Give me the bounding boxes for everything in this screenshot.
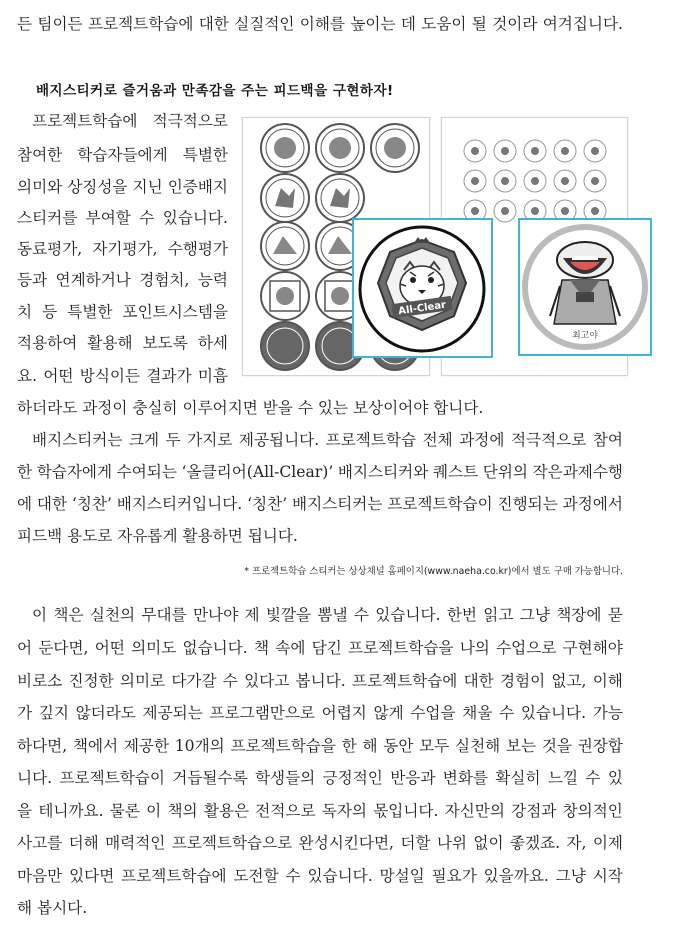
word: 책의 xyxy=(167,802,198,820)
word: 책 xyxy=(253,639,270,657)
word: 더할 xyxy=(400,834,431,852)
word: 것을 xyxy=(541,737,572,755)
word: 물론 xyxy=(109,802,140,820)
word: 어떤 xyxy=(94,639,125,657)
word: 을 xyxy=(17,802,33,820)
word: 니다. xyxy=(17,769,53,787)
word: 뽐낼 xyxy=(317,606,348,624)
body-text-line xyxy=(32,430,623,450)
word: 배지스티커는 xyxy=(292,495,383,513)
word: ‘칭찬’ xyxy=(71,495,112,513)
word: 제 xyxy=(244,606,260,624)
word: 지닌 xyxy=(132,178,163,196)
body-text-line: 하더라도 과정이 충실히 이루어지면 받을 수 있는 보상이어야 합니다. xyxy=(17,399,484,417)
word: 배지스티커입니다. xyxy=(116,495,243,513)
word: 한번 xyxy=(446,606,477,624)
word: 만나야 xyxy=(192,606,239,624)
word: 있습니다. xyxy=(162,209,228,227)
word: 속에 xyxy=(275,639,306,657)
word: 없고, xyxy=(551,672,587,690)
wrap-line xyxy=(17,177,228,197)
body-text-line xyxy=(17,768,623,788)
word: 수 xyxy=(222,672,238,690)
word: 특별한 xyxy=(182,146,228,164)
word: 진행되는 xyxy=(497,495,558,513)
word: 도전할 xyxy=(233,867,279,885)
sticker-sheets-figure xyxy=(242,112,628,374)
word: 실천의 xyxy=(89,606,136,624)
word: 10개의 xyxy=(174,737,225,755)
word: 이제 xyxy=(592,834,623,852)
wrap-line xyxy=(17,302,228,322)
word: 보도록 xyxy=(142,334,188,352)
word: 좋겠죠. xyxy=(509,834,561,852)
word: 제공되는 xyxy=(142,704,203,722)
word: 그냥 xyxy=(519,606,550,624)
word: 데 xyxy=(400,15,416,33)
word: 적용하여 xyxy=(17,334,78,352)
word: 진정한 xyxy=(68,672,114,690)
body-text-line xyxy=(17,866,623,886)
word: 미흡 xyxy=(197,367,228,385)
word: 포인트시스템을 xyxy=(122,303,228,321)
word: 독자의 xyxy=(321,802,367,820)
body-text-line xyxy=(17,671,623,691)
word: 높이는 xyxy=(350,15,396,33)
word: 적극적으로 xyxy=(152,112,228,130)
word: 않게 xyxy=(373,704,404,722)
word: 실질적인 xyxy=(234,15,295,33)
word: 크게 xyxy=(128,431,160,449)
word: 이 xyxy=(32,606,48,624)
wrap-line xyxy=(17,208,228,228)
word: 수 xyxy=(285,867,301,885)
word: 스티커를 xyxy=(17,209,78,227)
word: 완성시킨다면, xyxy=(298,834,394,852)
word: 수 xyxy=(585,769,601,787)
word: 의미와 xyxy=(17,178,63,196)
word: 그냥 xyxy=(555,867,586,885)
word: ‘올클리어(All-Clear)’ xyxy=(181,463,334,481)
word: 프로젝트학습을 xyxy=(230,737,336,755)
word: 수 xyxy=(499,704,515,722)
body-text-line xyxy=(17,494,623,514)
praise-badge-label: 최고야 xyxy=(571,331,599,341)
word: 더해 xyxy=(68,834,99,852)
word: 활용은 xyxy=(203,802,250,820)
wrap-line xyxy=(17,239,228,259)
body-text-line xyxy=(17,833,623,853)
wrap-line xyxy=(17,145,228,165)
body-text-line: 피드백 용도로 자유롭게 활용하면 됩니다. xyxy=(17,527,298,545)
wrap-line xyxy=(17,270,228,290)
word: 프로젝트학습에 xyxy=(121,867,227,885)
word: 둔다면, xyxy=(38,639,89,657)
body-text-line xyxy=(17,638,623,658)
word: 않더라도 xyxy=(75,704,136,722)
word: 깊지 xyxy=(38,704,69,722)
word: 느낄 xyxy=(547,769,579,787)
word: 있습니다. xyxy=(307,867,373,885)
word: 매력적인 xyxy=(105,834,166,852)
word: 보는 xyxy=(505,737,537,755)
word: 창의적인 xyxy=(562,802,623,820)
word: 동안 xyxy=(383,737,414,755)
word: 채울 xyxy=(462,704,493,722)
word: 단위의 xyxy=(482,463,528,481)
word: 사고를 xyxy=(17,834,63,852)
word: 프로젝트학습에 xyxy=(32,112,138,130)
word: 수업으로 xyxy=(496,639,557,657)
word: 등 xyxy=(42,303,58,321)
body-text-line xyxy=(17,736,623,756)
word: 없이 xyxy=(473,834,504,852)
praise-badge-callout xyxy=(518,218,652,356)
word: 마음만 xyxy=(17,867,63,885)
word: 등과 xyxy=(17,271,48,289)
word: 참여 xyxy=(592,431,623,449)
word: 전적으로 xyxy=(255,802,316,820)
word: 강점과 xyxy=(511,802,557,820)
word: 담긴 xyxy=(311,639,342,657)
word: 프로그램만으로 xyxy=(209,704,315,722)
word: 요. xyxy=(17,367,38,385)
word: 자, xyxy=(566,834,587,852)
word: 에 xyxy=(17,495,33,513)
word: 어렵지 xyxy=(321,704,367,722)
word: 방식이든 xyxy=(79,367,141,385)
word: 도움이 xyxy=(421,15,467,33)
word: 학생들의 xyxy=(254,769,316,787)
word: 적극적으로 xyxy=(510,431,587,449)
word: 두 xyxy=(165,431,181,449)
word: 이 xyxy=(146,802,162,820)
svg-text:· · ·: · · · xyxy=(530,362,538,367)
body-text-line: 해 봅시다. xyxy=(17,899,88,917)
word: 인증배지 xyxy=(167,178,228,196)
word: 있을까요. xyxy=(483,867,549,885)
word: 어떤 xyxy=(43,367,74,385)
word: 한 xyxy=(17,463,33,481)
word: 책장에 xyxy=(556,606,602,624)
body-text-line xyxy=(17,14,623,34)
word: 과정에 xyxy=(459,431,505,449)
body-text-line xyxy=(17,462,623,482)
word: 참여한 xyxy=(17,146,63,164)
word: 가지로 xyxy=(187,431,233,449)
word: 수 xyxy=(353,606,369,624)
allclear-badge-label: All-Clear xyxy=(397,299,447,318)
word: 있습니다. xyxy=(520,704,587,722)
word: 수행평가 xyxy=(167,240,228,258)
wrap-line xyxy=(17,333,228,353)
word: 하세 xyxy=(197,334,228,352)
word: 수여되는 xyxy=(116,463,177,481)
word: 구현해야 xyxy=(562,639,623,657)
word: 것이라 xyxy=(492,15,538,33)
word: 대한 xyxy=(198,15,229,33)
word: 실천해 xyxy=(455,737,501,755)
word: 의미도 xyxy=(131,639,177,657)
word: 있다고 xyxy=(244,672,290,690)
word: 반응과 xyxy=(390,769,436,787)
word: 프로젝트학습으로 xyxy=(171,834,293,852)
word: 빛깔을 xyxy=(265,606,312,624)
word: 한 xyxy=(341,737,357,755)
word: 작은과제수행 xyxy=(532,463,623,481)
word: 어 xyxy=(17,639,33,657)
word: 배지스티커와 xyxy=(337,463,429,481)
word: 있다면 xyxy=(69,867,115,885)
word: 자기평가, xyxy=(92,240,158,258)
word: 수업을 xyxy=(410,704,456,722)
word: 될 xyxy=(471,15,487,33)
wrap-line xyxy=(32,111,228,131)
word: 든 xyxy=(17,15,33,33)
word: 프로젝트학습에 xyxy=(351,672,458,690)
word: 확실히 xyxy=(495,769,541,787)
body-text-line xyxy=(17,703,623,723)
word: 모두 xyxy=(419,737,450,755)
word: 제공한 xyxy=(123,737,170,755)
word: 제공됩니다. xyxy=(238,431,320,449)
word: 테니까요. xyxy=(38,802,104,820)
word: 여겨집니다. xyxy=(542,15,623,33)
word: 없습니다. xyxy=(182,639,248,657)
word: 팀이든 xyxy=(37,15,83,33)
word: 봅니다. xyxy=(295,672,346,690)
word: 경험이 xyxy=(499,672,546,690)
word: 읽고 xyxy=(483,606,514,624)
word: 긍정적인 xyxy=(322,769,383,787)
word: 부여할 xyxy=(85,209,131,227)
word: 과정에서 xyxy=(562,495,623,513)
word: 연계하거나 xyxy=(55,271,131,289)
word: 필요가 xyxy=(431,867,477,885)
word: 다가갈 xyxy=(171,672,217,690)
word: 학습자에게 xyxy=(36,463,113,481)
word: 경험치, xyxy=(139,271,190,289)
word: 특별한 xyxy=(67,303,113,321)
footnote: * 프로젝트학습 스티커는 상상채널 홈페이지(www.naeha.co.kr)에서 별도 구매 가능합니다. xyxy=(244,566,623,577)
word: 배지스티커는 xyxy=(32,431,123,449)
word: 비로소 xyxy=(17,672,63,690)
word: 동료평가, xyxy=(17,240,83,258)
word: 대한 xyxy=(36,495,68,513)
word: 나의 xyxy=(459,639,490,657)
word: 변화를 xyxy=(442,769,488,787)
word: 의미로 xyxy=(119,672,166,690)
word: 몫입니다. xyxy=(373,802,439,820)
word: 묻 xyxy=(607,606,623,624)
body-text-line xyxy=(32,605,623,625)
wrap-line xyxy=(17,366,228,386)
word: 있 xyxy=(607,769,623,787)
word: 전체 xyxy=(422,431,453,449)
word: 학습자들에게 xyxy=(77,146,168,164)
word: 가 xyxy=(17,704,33,722)
word: 책에서 xyxy=(72,737,119,755)
word: 프로젝트학습에 xyxy=(87,15,194,33)
word: 거듭될수록 xyxy=(172,769,248,787)
word: 활용해 xyxy=(87,334,133,352)
word: 자신만의 xyxy=(444,802,505,820)
word: 능력 xyxy=(197,271,228,289)
word: 치 xyxy=(17,303,33,321)
word: 권장합 xyxy=(577,737,623,755)
word: 상징성을 xyxy=(67,178,128,196)
word: 있습니다. xyxy=(375,606,441,624)
body-text-line xyxy=(17,801,623,821)
word: 나위 xyxy=(436,834,467,852)
word: 하다면, xyxy=(17,737,68,755)
word: 무대를 xyxy=(141,606,187,624)
character-badge-icon xyxy=(520,220,650,354)
word: 수 xyxy=(139,209,155,227)
word: 프로젝트학습이 xyxy=(59,769,165,787)
tiger-badge-icon xyxy=(354,220,491,356)
word: 프로젝트학습 xyxy=(325,431,417,449)
word: 대한 xyxy=(463,672,494,690)
word: 프로젝트학습을 xyxy=(348,639,454,657)
section-heading: 배지스티커로 즐거움과 만족감을 주는 피드백을 구현하자! xyxy=(36,83,394,99)
word: 망설일 xyxy=(379,867,425,885)
word: 책은 xyxy=(53,606,84,624)
word: 가능 xyxy=(592,704,623,722)
word: 이해를 xyxy=(299,15,345,33)
word: 퀘스트 xyxy=(432,463,479,481)
word: 해 xyxy=(362,737,378,755)
word: 프로젝트학습이 xyxy=(387,495,493,513)
word: ‘칭찬’ xyxy=(247,495,288,513)
word: 결과가 xyxy=(146,367,192,385)
word: 이해 xyxy=(592,672,623,690)
allclear-badge-callout xyxy=(352,218,493,358)
word: 시작 xyxy=(592,867,623,885)
